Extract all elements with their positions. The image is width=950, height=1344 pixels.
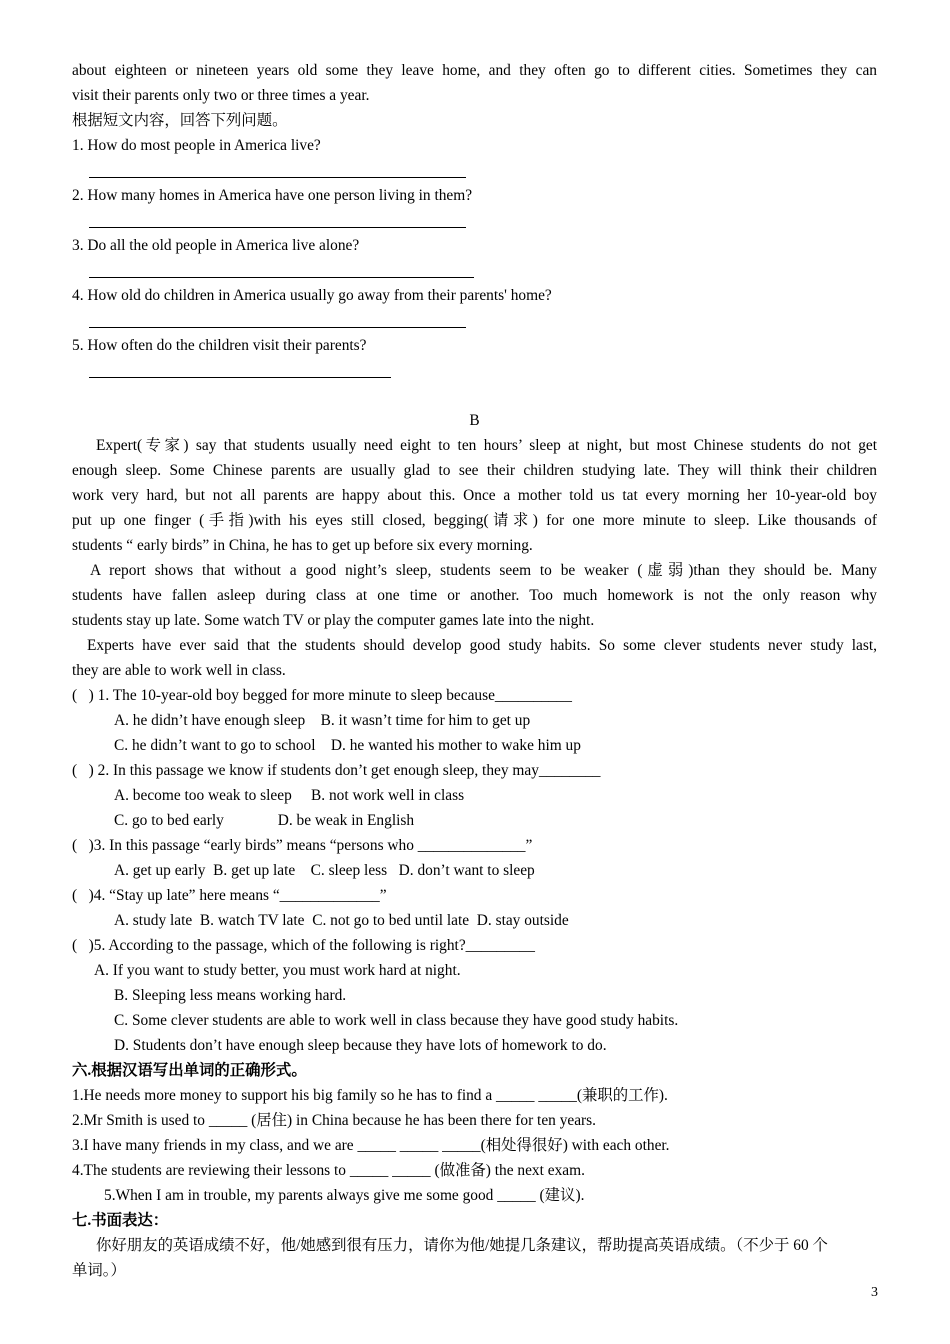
- section-6-title: 六.根据汉语写出单词的正确形式。: [72, 1062, 307, 1079]
- answer-line-1[interactable]: [72, 158, 877, 183]
- passage-b-p3-line-1: Experts have ever said that the students should develop good study habits. So some clever students never study last,: [87, 637, 877, 654]
- worksheet-page: [72, 58, 877, 1283]
- answer-line-5[interactable]: [72, 358, 877, 383]
- mc-2-options-b: C. go to bed early D. be weak in English: [114, 812, 415, 829]
- passage-b-p3-line-2: they are able to work well in class.: [72, 662, 286, 679]
- mc-question-2: ( ) 2. In this passage we know if students don’t get enough sleep, they may________: [72, 762, 601, 779]
- mc-question-5: ( )5. According to the passage, which of the following is right?_________: [72, 937, 535, 954]
- passage-a-line-1: about eighteen or nineteen years old some they leave home, and they often go to different cities. Sometimes they can: [72, 62, 877, 79]
- passage-b-p1-line-3: work very hard, but not all parents are happy about this. Once a mother told us tat every morning her 10-year-old boy: [72, 487, 877, 504]
- section-6-item-3: 3.I have many friends in my class, and we are _____ _____ _____(相处得很好) with each other.: [72, 1137, 670, 1154]
- answer-line-2[interactable]: [72, 208, 877, 233]
- question-2: 2. How many homes in America have one person living in them?: [72, 187, 473, 204]
- question-4: 4. How old do children in America usually go away from their parents' home?: [72, 287, 552, 304]
- passage-b-p1-line-4: put up one finger (手指)with his eyes still closed, begging(请求) for one more minute to sleep. Like thousands of: [72, 512, 877, 529]
- passage-b-p1-line-1: Expert(专家) say that students usually need eight to ten hours’ sleep at night, but most Chinese students do not get: [96, 437, 877, 454]
- answer-line-4[interactable]: [72, 308, 877, 333]
- passage-b-heading: B: [469, 412, 480, 429]
- mc-4-options: A. study late B. watch TV late C. not go to bed until late D. stay outside: [114, 912, 569, 929]
- passage-b-p2-line-2: students have fallen asleep during class at one time or another. Too much homework is not the only reason why: [72, 587, 877, 604]
- section-7-prompt-line-1: 你好朋友的英语成绩不好，他/她感到很有压力，请你为他/她提几条建议，帮助提高英语成绩。（不少于 60 个: [96, 1237, 828, 1254]
- mc-question-3: ( )3. In this passage “early birds” means “persons who ______________”: [72, 837, 533, 854]
- passage-a-instruction: 根据短文内容，回答下列问题。: [72, 112, 288, 129]
- mc-1-options-a: A. he didn’t have enough sleep B. it wasn’t time for him to get up: [114, 712, 531, 729]
- mc-5-option-b: B. Sleeping less means working hard.: [114, 987, 347, 1004]
- section-7-prompt-line-2: 单词。）: [72, 1262, 126, 1279]
- passage-a-line-2: visit their parents only two or three times a year.: [72, 87, 370, 104]
- mc-question-4: ( )4. “Stay up late” here means “_____________”: [72, 887, 387, 904]
- passage-b-p1-line-5: students “ early birds” in China, he has to get up before six every morning.: [72, 537, 533, 554]
- mc-5-option-c: C. Some clever students are able to work well in class because they have good study habits.: [114, 1012, 679, 1029]
- page-number: 3: [871, 1285, 878, 1300]
- question-1: 1. How do most people in America live?: [72, 137, 321, 154]
- mc-question-1: ( ) 1. The 10-year-old boy begged for more minute to sleep because__________: [72, 687, 572, 704]
- section-6-item-5: 5.When I am in trouble, my parents always give me some good _____ (建议).: [104, 1187, 585, 1204]
- passage-b-p1-line-2: enough sleep. Some Chinese parents are usually glad to see their children studying late. They will think their children: [72, 462, 877, 479]
- answer-line-3[interactable]: [72, 258, 877, 283]
- section-6-item-2: 2.Mr Smith is used to _____ (居住) in China because he has been there for ten years.: [72, 1112, 597, 1129]
- mc-2-options-a: A. become too weak to sleep B. not work well in class: [114, 787, 465, 804]
- section-7-title: 七.书面表达：: [72, 1212, 169, 1229]
- mc-5-option-a: A. If you want to study better, you must work hard at night.: [94, 962, 461, 979]
- question-3: 3. Do all the old people in America live alone?: [72, 237, 360, 254]
- section-6-item-4: 4.The students are reviewing their lessons to _____ _____ (做准备) the next exam.: [72, 1162, 585, 1179]
- passage-b-p2-line-3: students stay up late. Some watch TV or play the computer games late into the night.: [72, 612, 595, 629]
- mc-1-options-b: C. he didn’t want to go to school D. he wanted his mother to wake him up: [114, 737, 581, 754]
- mc-3-options: A. get up early B. get up late C. sleep less D. don’t want to sleep: [114, 862, 535, 879]
- mc-5-option-d: D. Students don’t have enough sleep because they have lots of homework to do.: [114, 1037, 607, 1054]
- section-6-item-1: 1.He needs more money to support his big family so he has to find a _____ _____(兼职的工作).: [72, 1087, 668, 1104]
- question-5: 5. How often do the children visit their parents?: [72, 337, 367, 354]
- passage-b-p2-line-1: A report shows that without a good night’s sleep, students seem to be weaker (虚弱)than they should be. Many: [90, 562, 877, 579]
